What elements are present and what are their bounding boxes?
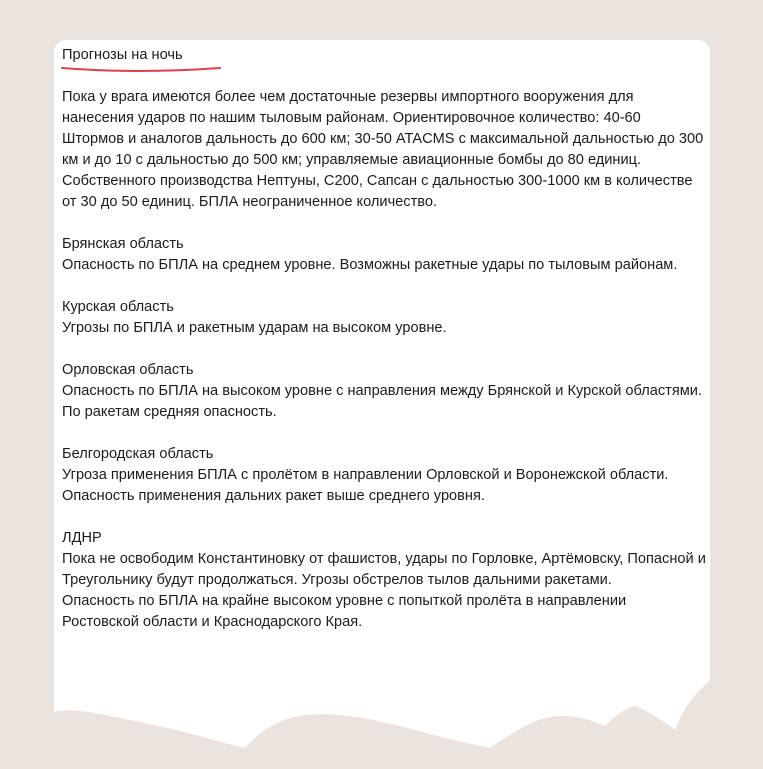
region-name: ЛДНР (62, 530, 102, 546)
region-name: Брянская область (62, 236, 184, 252)
region-name: Белгородская область (62, 446, 214, 462)
region-text: Опасность по БПЛА на высоком уровне с направления между Брянской и Курской областями. По ракетам средняя опасность. (62, 383, 702, 420)
region-text: Опасность по БПЛА на крайне высоком уровне с попыткой пролёта в направлении Ростовской области и Краснодарского Края. (62, 593, 627, 630)
region-name: Курская область (62, 299, 174, 315)
intro-paragraph: Пока у врага имеются более чем достаточные резервы импортного вооружения для нанесения ударов по нашим тыловым районам. Ориентировочное количество: 40-60 Штормов и аналогов дальность до 600 км; 30-50 ATACMS с максимальной дальностью до 300 км и до 10 с дальностью до 500 км; управляемые авиационные бомбы до 80 единиц. Собственного производства Нептуны, С200, Сапсан с дальностью 300-1000 км в количестве от 30 до 50 единиц. БПЛА неограниченное количество. (62, 89, 704, 210)
region-text: Угрозы по БПЛА и ракетным ударам на высоком уровне. (62, 320, 447, 336)
region-name: Орловская область (62, 362, 194, 378)
region-text: Опасность по БПЛА на среднем уровне. Возможны ракетные удары по тыловым районам. (62, 257, 678, 273)
post-title-text: Прогнозы на ночь (62, 47, 183, 63)
region-text: Угроза применения БПЛА с пролётом в направлении Орловской и Воронежской области. Опасность применения дальних ракет выше среднего уровня. (62, 467, 669, 504)
region-text: Пока не освободим Константиновку от фашистов, удары по Горловке, Артёмовску, Попасной и Треугольнику будут продолжаться. Угрозы обстрелов тылов дальними ракетами. (62, 551, 706, 588)
